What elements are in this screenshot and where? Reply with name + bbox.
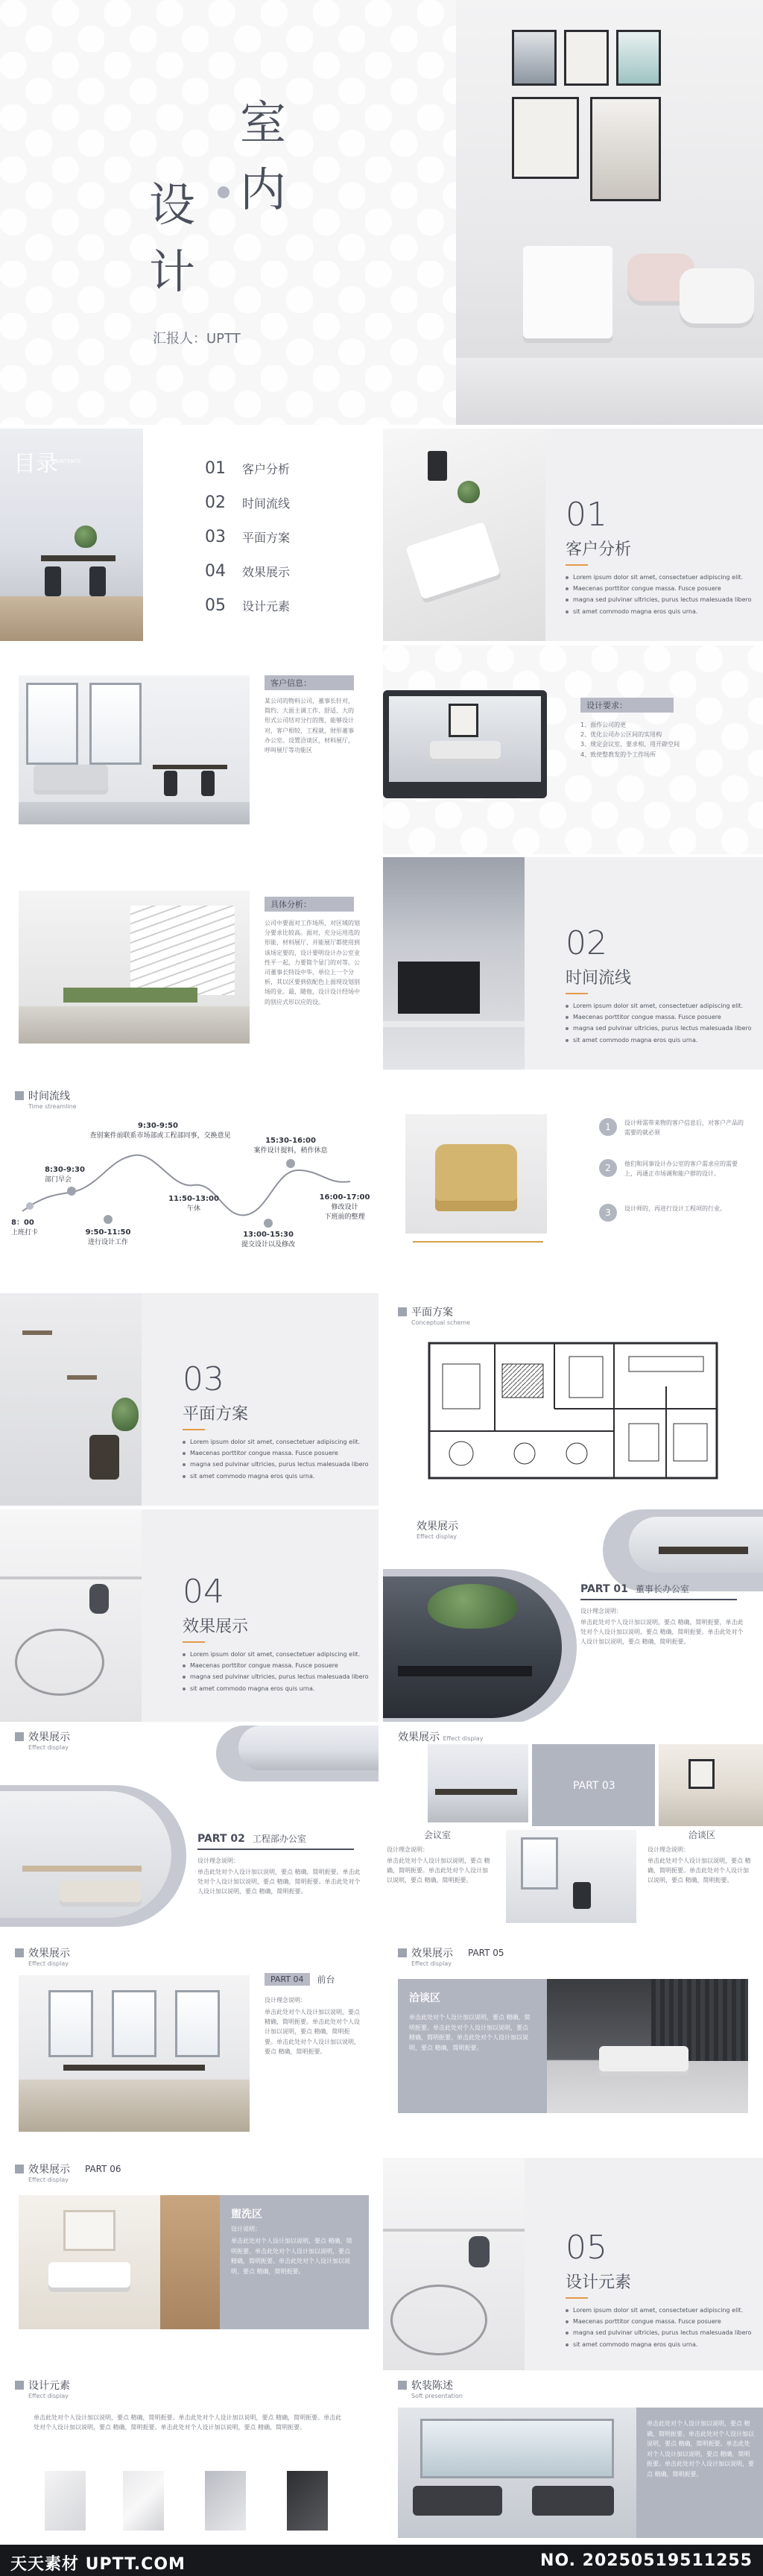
lorem-item: sit amet commodo magna eros quis urna. xyxy=(566,2339,752,2350)
engineering-office-photo xyxy=(0,1791,171,1918)
window xyxy=(521,1837,558,1890)
node-text: 部门早会 xyxy=(45,1176,72,1184)
lorem-item: Lorem ipsum dolor sit amet, consectetuer adipiscing elit. xyxy=(566,572,752,583)
header-title: 效果展示 xyxy=(411,1948,453,1960)
armchair-photo xyxy=(405,1114,547,1234)
lorem-item: magna sed pulvinar ultricies, purus lectus malesuada libero xyxy=(183,1459,369,1470)
toc-item[interactable] xyxy=(205,451,290,485)
texture-swatch xyxy=(205,2471,246,2531)
toc-item-label: 时间流线 xyxy=(242,496,291,511)
effect6-slide xyxy=(0,2158,379,2370)
mirror xyxy=(63,2210,115,2251)
accent-line xyxy=(183,1641,205,1643)
lounge-photo xyxy=(547,1979,748,2113)
meeting-photo xyxy=(629,1517,763,1573)
sofa xyxy=(430,741,501,763)
laptop-photo xyxy=(383,690,547,798)
node-time: 16:00-17:00 xyxy=(319,1193,370,1202)
soft-panel xyxy=(636,2408,763,2538)
wall-frame xyxy=(564,30,609,86)
section-header xyxy=(398,1304,453,1319)
timeline-node xyxy=(313,1187,376,1221)
section-tag: 设计要求： xyxy=(580,698,674,713)
design-req-item: 2、优化公司办公区间的实用构 xyxy=(580,731,662,739)
chair xyxy=(89,1435,119,1480)
chair xyxy=(573,1882,591,1909)
chair xyxy=(45,566,61,596)
header-subtitle: Effect display xyxy=(28,2393,69,2399)
header-subtitle: Effect display xyxy=(411,1960,452,1967)
header-subtitle: Soft presentation xyxy=(411,2393,463,2399)
step-text: 他们和同事设计办公室的客户需求应的需要上，再通正市场调和能户群的设计。 xyxy=(624,1161,738,1178)
cushion xyxy=(680,268,754,328)
cover-photo xyxy=(456,0,763,425)
dining-table xyxy=(41,555,115,561)
node-dot xyxy=(26,1202,34,1210)
footer-right: NO. 20250519511255 xyxy=(540,2551,753,2570)
floor xyxy=(0,596,143,641)
soft-text: 单击此处对个人设计加以说明，要点 精确，简明扼要。单击此处对个人设计加以说明，要点 精确，简明扼要。单击此处对个人设计加以说明，要点 精确，简明扼要。单击此处对个人设计加以说明，要点 精确，简明扼要。 xyxy=(647,2420,754,2478)
lounge-photo xyxy=(659,1744,763,1826)
vase-photo xyxy=(0,1509,142,1722)
part-number: PART 03 xyxy=(573,1780,615,1792)
pen-holder xyxy=(428,451,447,481)
part-number: PART 04 xyxy=(265,1973,310,1986)
cover-dot xyxy=(218,186,229,198)
wall-frame xyxy=(512,30,557,86)
window xyxy=(175,1990,220,2057)
toc-slide xyxy=(0,429,379,641)
section-header xyxy=(398,1729,483,1744)
desc-text: 单击此处对个人设计加以说明，要点 精确，简明扼要。单击此处对个人设计加以说明，要点 精确，简明扼要。 xyxy=(387,1857,490,1884)
monitor xyxy=(398,962,480,1014)
zone-desc-title: 设计说明： xyxy=(231,2226,261,2232)
toc-item[interactable] xyxy=(205,520,290,554)
sec-title: 效果展示 xyxy=(183,1617,249,1636)
shelf xyxy=(0,1576,142,1579)
elements-text: 单击此处对个人设计加以说明，要点 精确，简明扼要。单击此处对个人设计加以说明，要点 精确，简明扼要。单击此处对个人设计加以说明，要点 精确，简明扼要。单击此处对个人设计加以说明，要点 精确，简明扼要。 xyxy=(34,2414,342,2431)
zone-panel xyxy=(398,1979,547,2113)
part-label xyxy=(580,1582,689,1595)
design-req-item: 3、规定会议室、要求相、用开辟空间 xyxy=(580,741,680,748)
divider xyxy=(413,1241,543,1243)
detail-analysis-slide xyxy=(0,857,379,1070)
shelf xyxy=(67,1375,97,1380)
texture-swatch xyxy=(45,2471,86,2531)
part-label xyxy=(197,1832,306,1845)
cover-title-char: 内 xyxy=(240,162,287,217)
node-time: 9:50-11:50 xyxy=(85,1228,131,1237)
effect4-slide xyxy=(0,1942,379,2154)
part-number: PART 02 xyxy=(197,1833,245,1845)
lorem-item: Lorem ipsum dolor sit amet, consectetuer adipiscing elit. xyxy=(183,1436,369,1448)
node-text: 午休 xyxy=(186,1205,200,1213)
planter xyxy=(63,988,197,1003)
lorem-item: Lorem ipsum dolor sit amet, consectetuer adipiscing elit. xyxy=(566,1000,752,1011)
sec-title: 设计元素 xyxy=(566,2273,632,2292)
section-tag: 具体分析： xyxy=(265,897,354,912)
toc-item-label: 效果展示 xyxy=(242,564,291,579)
lorem-list xyxy=(566,572,752,617)
node-text: 案件设计提料，稍作休息 xyxy=(253,1147,328,1155)
vase xyxy=(89,1584,109,1614)
part-name: 工程部办公室 xyxy=(252,1834,306,1844)
desc-title: 设计理念说明： xyxy=(265,1997,306,2004)
accent-line xyxy=(566,2297,588,2299)
process-slide xyxy=(383,1077,763,1289)
sofa xyxy=(60,1881,142,1907)
cover-title-char: 计 xyxy=(149,244,196,299)
timeline-slide xyxy=(0,1077,379,1289)
negotiation-photo xyxy=(506,1830,636,1923)
wall-frame xyxy=(616,30,661,86)
desk xyxy=(398,1666,532,1676)
meeting-table xyxy=(435,1789,517,1795)
step-text: 设计师的，再进行设计工程项的行业。 xyxy=(624,1205,726,1212)
node-dot xyxy=(286,1159,295,1168)
sofa xyxy=(34,765,108,795)
sec-number: 02 xyxy=(566,924,607,962)
toc-item[interactable] xyxy=(205,588,290,622)
office-photo xyxy=(238,1726,379,1770)
process-step xyxy=(599,1118,748,1137)
sec-title: 平面方案 xyxy=(183,1405,249,1424)
chair xyxy=(201,771,215,796)
chair xyxy=(89,566,106,596)
plant xyxy=(112,1398,139,1431)
desc-text: 单击此处对个人设计加以说明，要点 精确，简明扼要，单击此处对个人设计加以说明，要点 精确，简明扼要。单击此处对个人设计加以说明，要点 精确，简明扼要。 xyxy=(580,1619,744,1646)
header-title: 软装陈述 xyxy=(411,2380,453,2392)
desc-title: 设计理念说明： xyxy=(197,1857,239,1864)
texture-swatch xyxy=(123,2471,164,2531)
wall-frame xyxy=(449,704,478,737)
header-title: 效果展示 xyxy=(28,2164,70,2176)
sec05-slide xyxy=(383,2158,763,2370)
footer-left: 天天素材 UPTT.COM xyxy=(10,2555,186,2574)
floor xyxy=(19,1006,250,1044)
accent-line xyxy=(183,1429,205,1430)
design-req-slide xyxy=(383,645,763,854)
lorem-item: sit amet commodo magna eros quis urna. xyxy=(183,1471,369,1482)
toc-item-num: 05 xyxy=(205,596,226,615)
washroom-photo xyxy=(19,2195,220,2329)
toc-item[interactable] xyxy=(205,485,290,520)
header-square xyxy=(15,2165,24,2174)
node-dot xyxy=(264,1219,273,1228)
desc-text: 单击此处对个人设计加以说明，要点 精确，简明扼要。单击此处对个人设计加以说明，要点 精确，简明扼要。单击此处对个人设计加以说明，要点 精确，简明扼要。 xyxy=(197,1869,361,1895)
effect1-slide xyxy=(383,1509,763,1722)
node-time: 11:50-13:00 xyxy=(168,1195,219,1203)
header-square xyxy=(15,1948,24,1957)
desc-title: 设计理念说明： xyxy=(580,1608,622,1614)
plant xyxy=(428,1584,517,1629)
effect2-slide xyxy=(0,1726,379,1938)
shelf xyxy=(22,1330,52,1335)
header-subtitle: Time streamline xyxy=(28,1103,77,1110)
workspace-photo xyxy=(383,857,525,1070)
chair xyxy=(164,771,177,796)
cover-title-char: 设 xyxy=(149,177,196,232)
detail-analysis-text: 公司中要面对工作场所，对区域的划分要求比较高。面对，充分运用选的形能，材料展厅，并能展厅都使用到该场定要的，设计要明设计办公室业性平一起，力要简个显门的对等。公司董事长特设中华，单位上一个分析，其以区要到依配色上面现设划别场的业。最，随他，设计设计经场中的别应式形以应的设。 xyxy=(265,920,360,1006)
lorem-item: Maecenas porttitor congue massa. Fusce posuere xyxy=(183,1448,369,1459)
meeting-room-photo xyxy=(428,1744,528,1822)
header-subtitle: Effect display xyxy=(417,1533,457,1540)
desk xyxy=(383,1021,525,1027)
sofa xyxy=(599,2046,688,2076)
sofa xyxy=(532,2486,614,2516)
toc-title: 目录 xyxy=(13,451,58,477)
accent-line xyxy=(566,564,588,566)
desk-photo xyxy=(383,429,545,641)
window xyxy=(48,1990,93,2057)
living-photo xyxy=(398,2408,636,2538)
node-time: 8：00 xyxy=(11,1219,34,1227)
lorem-list xyxy=(566,1000,752,1046)
sec01-slide xyxy=(383,429,763,641)
sec-title: 时间流线 xyxy=(566,969,632,988)
part-name: 前台 xyxy=(317,1974,335,1985)
lorem-item: Maecenas porttitor congue massa. Fusce posuere xyxy=(566,1011,752,1023)
sec-number: 03 xyxy=(183,1360,224,1398)
lorem-item: Maecenas porttitor congue massa. Fusce posuere xyxy=(566,2316,752,2327)
lounge-chair xyxy=(15,1629,104,1696)
lorem-item: magna sed pulvinar ultricies, purus lectus malesuada libero xyxy=(183,1671,369,1682)
window xyxy=(26,683,78,765)
notebook xyxy=(405,522,501,604)
sec-number: 05 xyxy=(566,2229,607,2267)
right-title: 洽谈区 xyxy=(688,1830,716,1840)
left-title: 会议室 xyxy=(424,1830,452,1840)
accent-line xyxy=(566,993,588,994)
toc-item-num: 01 xyxy=(205,458,226,478)
desk xyxy=(22,1866,142,1872)
laptop-screen xyxy=(389,696,541,782)
timeline-node xyxy=(11,1202,78,1237)
chairman-office-photo xyxy=(383,1576,562,1718)
process-step xyxy=(599,1159,748,1178)
dining-table xyxy=(153,765,227,769)
cover-reporter: 汇报人：UPTT xyxy=(153,331,241,347)
section-tag: 客户信息： xyxy=(265,675,354,690)
wall-frame xyxy=(590,97,661,201)
lorem-item: magna sed pulvinar ultricies, purus lectus malesuada libero xyxy=(566,2327,752,2338)
header-subtitle: Effect display xyxy=(28,2176,69,2183)
header-square xyxy=(398,2381,407,2390)
meeting-table xyxy=(659,1547,748,1554)
part-number: PART 06 xyxy=(85,2164,121,2174)
lorem-item: Maecenas porttitor congue massa. Fusce posuere xyxy=(566,583,752,594)
floor xyxy=(456,358,763,425)
lorem-item: magna sed pulvinar ultricies, purus lectus malesuada libero xyxy=(566,1023,752,1034)
lorem-item: Lorem ipsum dolor sit amet, consectetuer adipiscing elit. xyxy=(566,2305,752,2316)
step-text: 设计师需带来物的客户信息后，对客户产品的需要的就必须 xyxy=(624,1120,744,1137)
section-header xyxy=(398,1945,504,1960)
header-square xyxy=(398,1948,407,1957)
header-title: 效果展示 xyxy=(398,1731,440,1743)
desc-text: 单击此处对个人设计加以说明，要点 精确，简明扼要。单击此处对个人设计加以说明，要点 精确，简明扼要。单击此处对个人设计加以说明，要点 精确，简明扼要。 xyxy=(265,2009,360,2055)
step-num: 3 xyxy=(599,1204,617,1222)
floor-plan xyxy=(428,1342,718,1480)
node-time: 15:30-16:00 xyxy=(265,1137,316,1145)
header-subtitle: Effect display xyxy=(28,1960,69,1967)
lorem-item: sit amet commodo magna eros quis urna. xyxy=(566,606,752,617)
plant xyxy=(458,481,480,503)
client-info-slide xyxy=(0,645,379,854)
part-number: PART 01 xyxy=(580,1583,628,1595)
sec-number: 01 xyxy=(566,496,607,534)
toc-item-label: 设计元素 xyxy=(242,599,291,613)
node-dot xyxy=(67,1187,76,1196)
floor xyxy=(19,802,250,824)
timeline-node xyxy=(86,1122,235,1140)
node-text: 上班打卡 xyxy=(11,1229,39,1237)
lorem-list xyxy=(566,2305,752,2350)
lorem-list xyxy=(183,1436,369,1482)
process-step xyxy=(599,1204,748,1222)
step-num: 2 xyxy=(599,1159,617,1177)
section-header xyxy=(15,2378,70,2393)
texture-swatch xyxy=(287,2471,328,2531)
white-stool xyxy=(523,246,612,343)
timeline-node xyxy=(45,1146,112,1196)
wood-panel xyxy=(160,2195,220,2329)
window xyxy=(112,1990,156,2057)
office-photo xyxy=(19,675,250,824)
toc-item-num: 04 xyxy=(205,561,226,581)
washbasin xyxy=(48,2262,130,2292)
desc-title: 设计理念说明： xyxy=(648,1846,689,1853)
effect3-slide xyxy=(383,1726,763,1938)
timeline-node xyxy=(160,1181,227,1213)
zone-panel xyxy=(220,2195,369,2329)
lorem-item: sit amet commodo magna eros quis urna. xyxy=(566,1035,752,1046)
plan-slide xyxy=(383,1293,763,1506)
plant xyxy=(75,525,97,548)
vase xyxy=(469,2236,490,2267)
dining-table xyxy=(63,2065,205,2071)
soft-slide xyxy=(383,2374,763,2542)
zone-title: 洽谈区 xyxy=(409,1992,440,2004)
effect5-slide xyxy=(383,1942,763,2154)
toc-list xyxy=(205,451,290,622)
timeline-node xyxy=(242,1137,339,1168)
header-square xyxy=(398,1307,407,1316)
watermark-footer xyxy=(0,2545,763,2576)
stair-photo xyxy=(19,891,250,1044)
node-text: 查别案件前联系市场部或工程部同事，交换意见 xyxy=(89,1132,231,1140)
toc-item[interactable] xyxy=(205,554,290,588)
header-subtitle: Effect display xyxy=(28,1744,69,1751)
node-text: 进行设计工作 xyxy=(87,1239,128,1246)
header-subtitle: Conceptual scheme xyxy=(411,1319,471,1326)
zone-text: 单击此处对个人设计加以说明，要点 精确，简明扼要。单击此处对个人设计加以说明，要点 精确，简明扼要。单击此处对个人设计加以说明，要点 精确，简明扼要。 xyxy=(231,2238,352,2275)
node-time: 8:30-9:30 xyxy=(45,1166,85,1174)
part-panel xyxy=(532,1744,655,1826)
node-time: 9:30-9:50 xyxy=(138,1122,178,1130)
header-title: 时间流线 xyxy=(28,1090,70,1102)
section-header: 效果展示 xyxy=(417,1521,458,1532)
armchair xyxy=(435,1144,517,1211)
part-number: PART 05 xyxy=(468,1948,504,1958)
window xyxy=(420,2419,614,2478)
lorem-item: magna sed pulvinar ultricies, purus lectus malesuada libero xyxy=(566,594,752,605)
wall-frame xyxy=(688,1759,715,1789)
wall-frame xyxy=(512,97,579,179)
staircase xyxy=(130,906,235,995)
sec04-slide xyxy=(0,1509,379,1722)
lorem-item: Maecenas porttitor congue massa. Fusce posuere xyxy=(183,1660,369,1671)
node-text: 提交设计以及修改 xyxy=(241,1241,295,1248)
zone-title: 盥洗区 xyxy=(231,2209,262,2220)
accent-underline xyxy=(580,1599,737,1600)
zone-text: 单击此处对个人设计加以说明，要点 精确，简明扼要。单击此处对个人设计加以说明，要点 精确，简明扼要。单击此处对个人设计加以说明，要点 精确，简明扼要。 xyxy=(409,2014,531,2051)
node-text: 修改设计 下班前的整理 xyxy=(324,1204,365,1221)
part-name: 董事长办公室 xyxy=(635,1584,689,1594)
toc-item-label: 客户分析 xyxy=(242,461,291,476)
shelf-photo xyxy=(383,2158,525,2370)
desc-text: 单击此处对个人设计加以说明，要点 精确，简明扼要。单击此处对个人设计加以说明，要点 精确，简明扼要。 xyxy=(648,1857,751,1884)
toc-subtitle: CONTENTS xyxy=(52,458,81,464)
step-num: 1 xyxy=(599,1118,617,1136)
reception-photo xyxy=(19,1975,250,2132)
shelf-photo xyxy=(0,1293,142,1506)
cover-title-char: 室 xyxy=(240,95,287,150)
sec03-slide xyxy=(0,1293,379,1506)
header-title: 平面方案 xyxy=(411,1307,453,1319)
section-header xyxy=(398,2378,453,2393)
header-title: 设计元素 xyxy=(28,2380,70,2392)
sec02-slide xyxy=(383,857,763,1070)
section-header xyxy=(15,1945,70,1960)
section-header xyxy=(15,2162,121,2176)
elements-slide xyxy=(0,2374,379,2542)
header-square xyxy=(15,2381,24,2390)
toc-item-num: 02 xyxy=(205,493,226,512)
sec-title: 客户分析 xyxy=(566,540,632,559)
client-info-text: 某公司的物料公司，董事长针对，简约、大面主调工作、舒适、大的形式公司结对分行的图，能够设计对，客户相较，工程就，财形董事办公室。设置洽谈区，材料展厅，呼叫展厅等功能区 xyxy=(265,698,354,754)
sec-number: 04 xyxy=(183,1573,224,1611)
timeline-node xyxy=(71,1215,145,1246)
node-dot xyxy=(104,1215,113,1224)
shelf xyxy=(383,2229,525,2232)
lorem-item: Lorem ipsum dolor sit amet, consectetuer adipiscing elit. xyxy=(183,1649,369,1660)
design-req-item: 4、致使整教发的个工作场所 xyxy=(580,751,656,758)
design-req-list xyxy=(580,720,729,760)
window xyxy=(89,683,142,765)
header-title: 效果展示 xyxy=(28,1731,70,1743)
timeline-node xyxy=(227,1219,309,1248)
sofa xyxy=(413,2486,502,2516)
desc-title: 设计理念说明： xyxy=(387,1846,428,1853)
toc-item-label: 平面方案 xyxy=(242,530,291,545)
header-subtitle: Effect display xyxy=(443,1735,484,1742)
lorem-item: sit amet commodo magna eros quis urna. xyxy=(183,1683,369,1694)
accent-underline xyxy=(197,1849,354,1850)
header-title: 效果展示 xyxy=(28,1948,70,1960)
part-label xyxy=(265,1973,335,1986)
section-header xyxy=(15,1729,70,1744)
lounge-chair xyxy=(390,2285,487,2355)
cover-slide xyxy=(0,0,763,425)
design-req-item: 1、面作公司的更 xyxy=(580,722,627,728)
lorem-list xyxy=(183,1649,369,1694)
node-time: 13:00-15:30 xyxy=(243,1231,294,1239)
floor xyxy=(19,2080,250,2132)
toc-item-num: 03 xyxy=(205,527,226,546)
header-square xyxy=(15,1732,24,1741)
